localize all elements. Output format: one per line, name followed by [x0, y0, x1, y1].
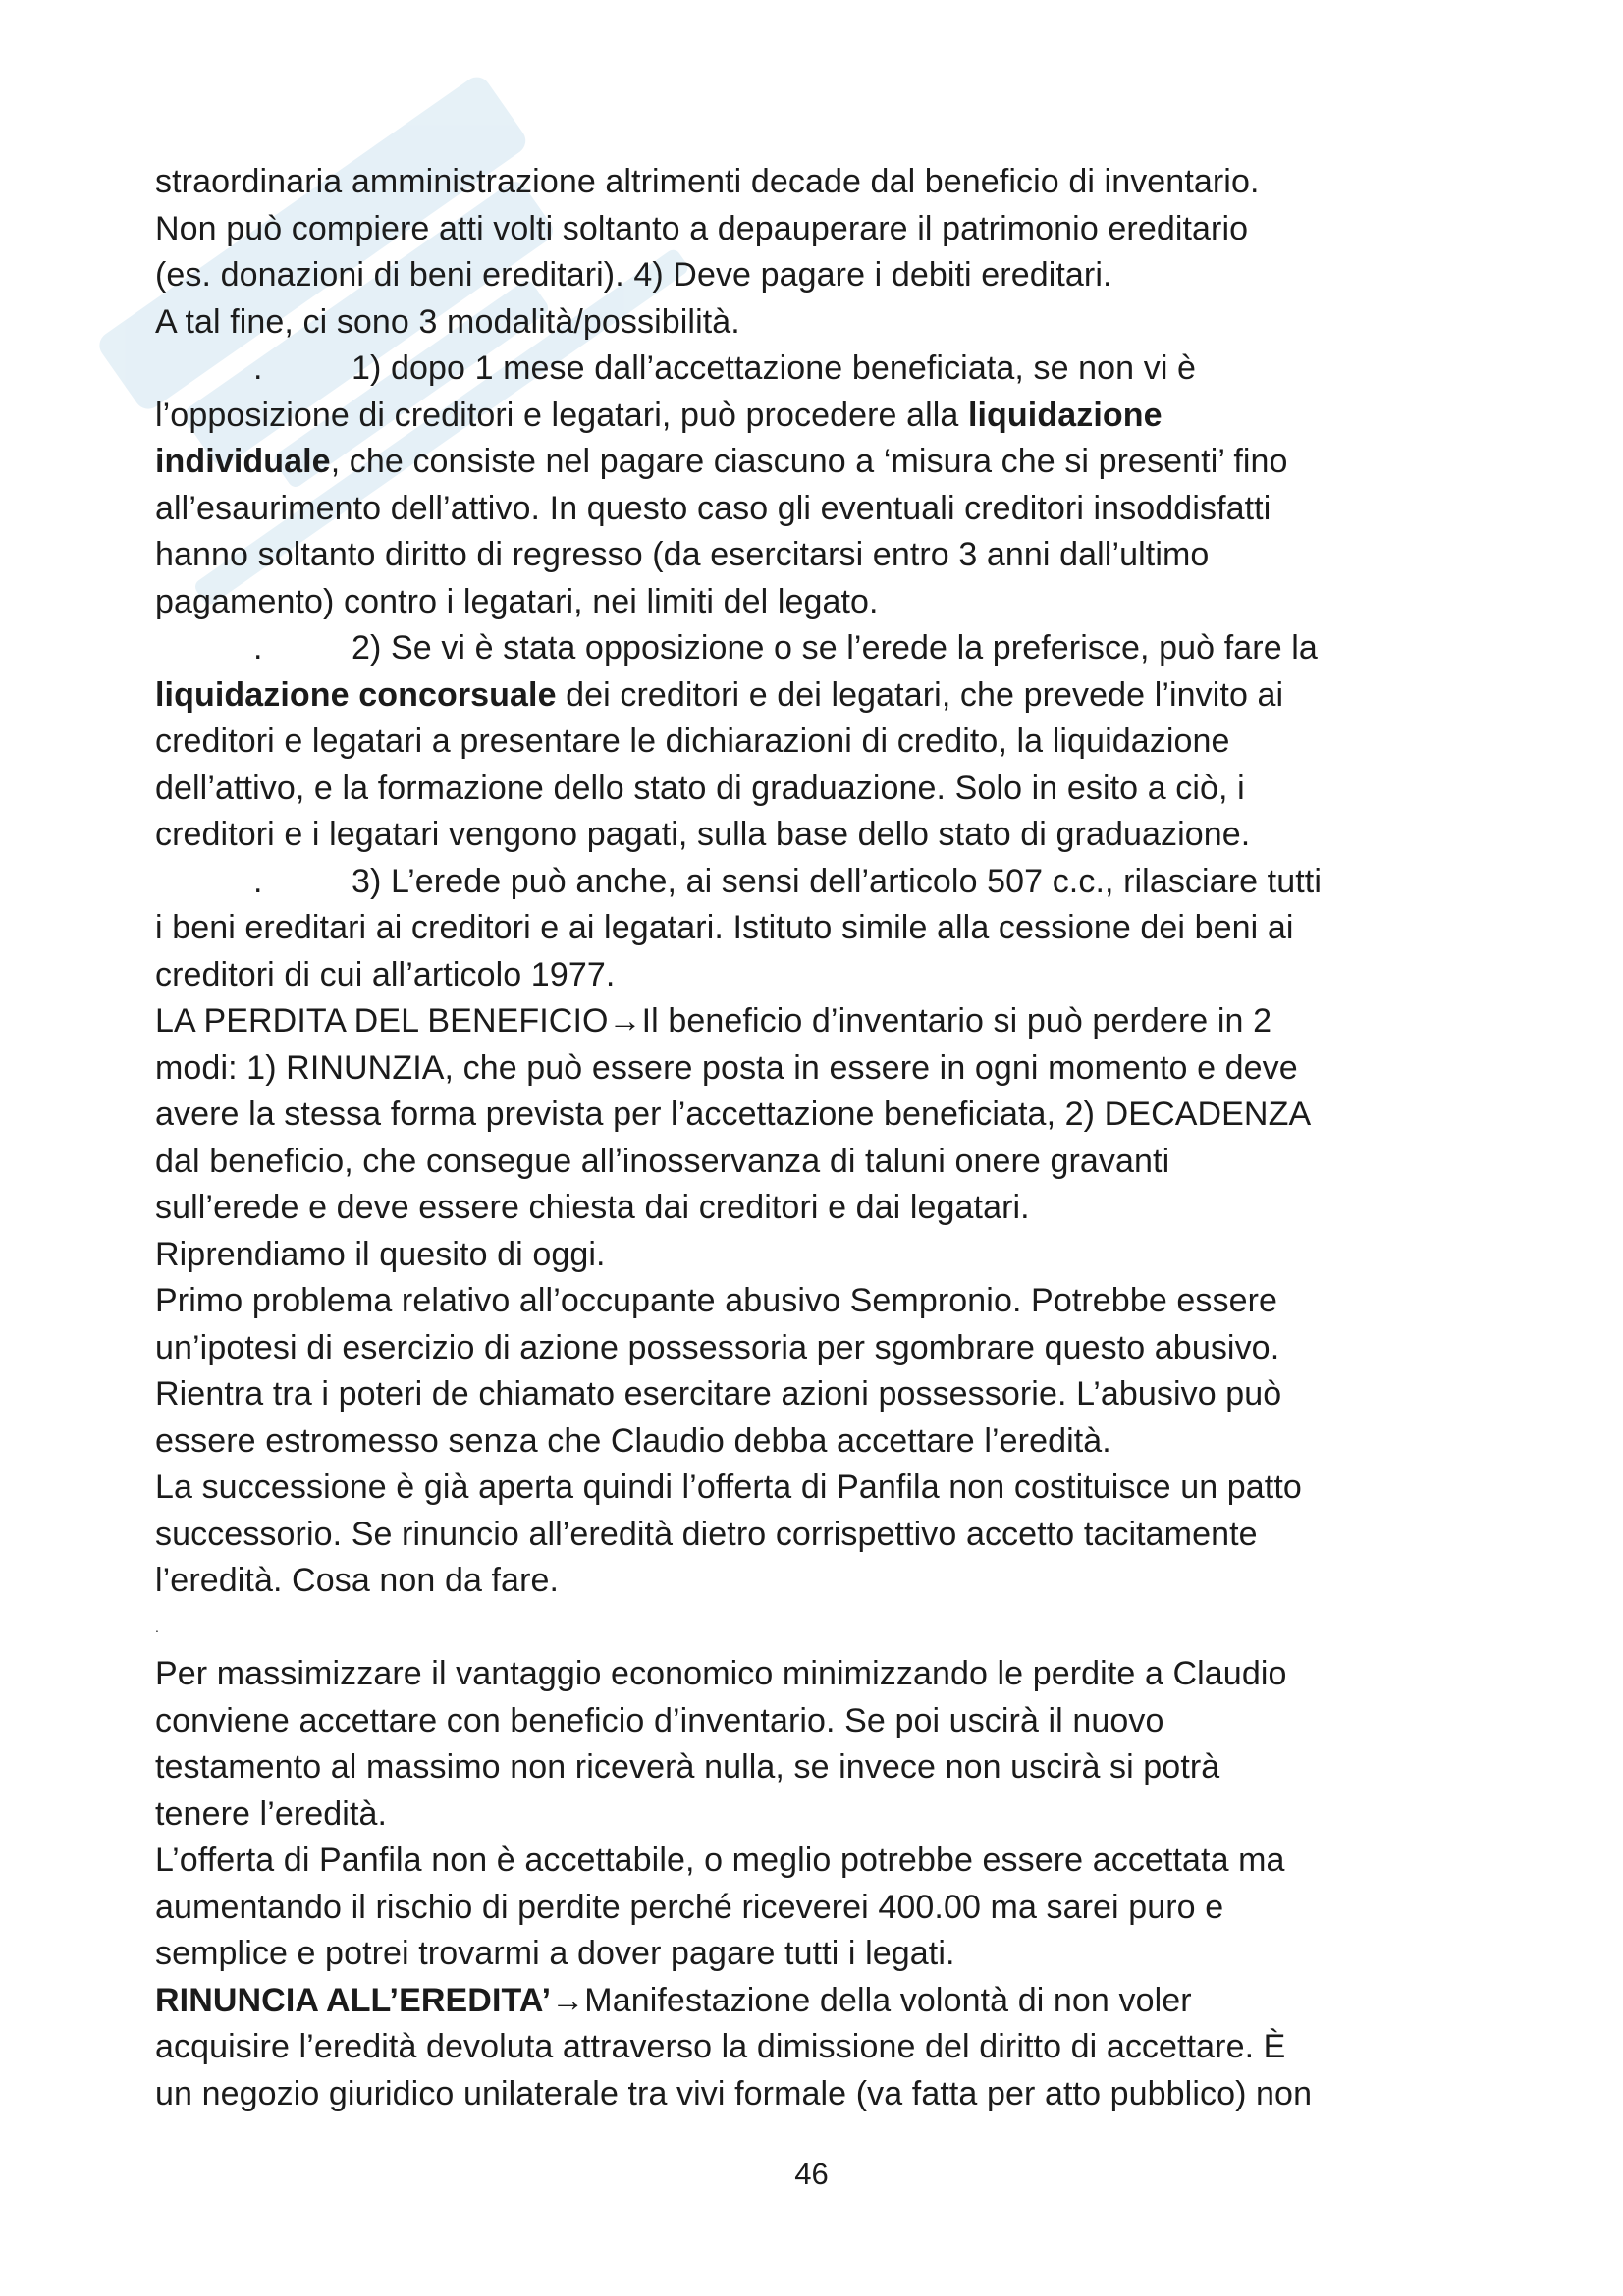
text-line — [155, 672, 1490, 720]
text-line: L’offerta di Panfila non è accettabile, o meglio potrebbe essere accettata ma — [155, 1842, 1285, 1879]
text-line: modi: 1) RINUNZIA, che può essere posta in essere in ogni momento e deve — [155, 1048, 1298, 1087]
text-line: creditori e i legatari vengono pagati, sulla base dello stato di graduazione. — [155, 816, 1251, 853]
list-number: 3) — [352, 862, 382, 900]
text-line: l’eredità. Cosa non da fare. — [155, 1562, 560, 1599]
bold-term: liquidazione — [967, 396, 1163, 434]
text-line: Riprendiamo il quesito di oggi. — [155, 1235, 606, 1273]
text-line — [155, 393, 1490, 440]
bold-term: individuale — [155, 443, 331, 480]
text-line: acquisire l’eredità devoluta attraverso la dimissione del diritto di accettare. È — [155, 2028, 1286, 2065]
text-line: pagamento) contro i legatari, nei limiti del legato. — [155, 582, 879, 620]
text-line — [155, 1978, 1490, 2025]
list-marker: . — [253, 629, 263, 667]
text-line: testamento al massimo non riceverà nulla, se invece non uscirà si potrà — [155, 1748, 1220, 1786]
text-line: avere la stessa forma prevista per l’accettazione beneficiata, 2) DECADENZA — [155, 1095, 1312, 1133]
text-line: Non può compiere atti volti soltanto a depauperare il patrimonio ereditario — [155, 209, 1249, 247]
text-line: straordinaria amministrazione altrimenti decade dal beneficio di inventario. — [155, 163, 1260, 200]
list-marker: . — [253, 349, 263, 387]
text-line: Rientra tra i poteri de chiamato esercitare azioni possessorie. L’abusivo può — [155, 1375, 1282, 1413]
list-item-text: Se vi è stata opposizione o se l’erede la preferisce, può fare la — [381, 629, 1318, 667]
text-line: successorio. Se rinuncio all’eredità dietro corrispettivo accetto tacitamente — [155, 1515, 1258, 1553]
arrow-icon: → — [551, 1981, 585, 2019]
text-line: un’ipotesi di esercizio di azione possessoria per sgombrare questo abusivo. — [155, 1328, 1280, 1366]
text-line: La successione è già aperta quindi l’offerta di Panfila non costituisce un patto — [155, 1468, 1302, 1506]
text-line: sull’erede e deve essere chiesta dai creditori e dai legatari. — [155, 1189, 1030, 1226]
list-number: 1) — [352, 349, 382, 387]
list-marker: . — [253, 862, 263, 900]
text-span: , che consiste nel pagare ciascuno a ‘misura che si presenti’ fino — [330, 443, 1288, 480]
list-item-text: dopo 1 mese dall’accettazione beneficiata, se non vi è — [381, 349, 1197, 387]
text-line: all’esaurimento dell’attivo. In questo caso gli eventuali creditori insoddisfatti — [155, 489, 1271, 527]
text-line: creditori e legatari a presentare le dichiarazioni di credito, la liquidazione — [155, 722, 1230, 760]
text-line: (es. donazioni di beni ereditari). 4) Deve pagare i debiti ereditari. — [155, 256, 1112, 294]
body-text — [155, 159, 1490, 2117]
text-line: Per massimizzare il vantaggio economico minimizzando le perdite a Claudio — [155, 1655, 1287, 1692]
text-line: LA PERDITA DEL BENEFICIO→Il beneficio d’inventario si può perdere in 2 — [155, 1002, 1272, 1040]
text-line: Primo problema relativo all’occupante abusivo Sempronio. Potrebbe essere — [155, 1282, 1278, 1319]
list-number: 2) — [352, 629, 382, 667]
list-item-2 — [155, 625, 1490, 672]
list-item-1 — [155, 346, 1490, 393]
text-line: dal beneficio, che consegue all’inosservanza di taluni onere gravanti — [155, 1142, 1170, 1180]
text-line: tenere l’eredità. — [155, 1794, 388, 1833]
text-span: dei creditori e dei legatari, che prevede l’invito ai — [556, 675, 1284, 714]
bold-term: liquidazione concorsuale — [155, 675, 557, 714]
separator-dot: . — [155, 1619, 159, 1635]
text-line: semplice e potrei trovarmi a dover pagare tutti i legati. — [155, 1935, 955, 1972]
text-line — [155, 439, 1490, 486]
text-line: conviene accettare con beneficio d’inventario. Se poi uscirà il nuovo — [155, 1701, 1164, 1739]
text-line: essere estromesso senza che Claudio debba accettare l’eredità. — [155, 1421, 1111, 1460]
text-span: Manifestazione della volontà di non voler — [584, 1981, 1192, 2019]
list-item-text: L’erede può anche, ai sensi dell’articolo 507 c.c., rilasciare tutti — [381, 862, 1322, 900]
text-span: l’opposizione di creditori e legatari, può procedere alla — [155, 396, 968, 434]
text-line: i beni ereditari ai creditori e ai legatari. Istituto simile alla cessione dei beni ai — [155, 909, 1294, 946]
page-number: 46 — [794, 2157, 829, 2191]
text-line: creditori di cui all’articolo 1977. — [155, 955, 616, 993]
text-line: hanno soltanto diritto di regresso (da esercitarsi entro 3 anni dall’ultimo — [155, 536, 1210, 573]
list-item-3 — [155, 859, 1490, 906]
text-line: aumentando il rischio di perdite perché riceverei 400.00 ma sarei puro e — [155, 1888, 1224, 1926]
text-line: dell’attivo, e la formazione dello stato di graduazione. Solo in esito a ciò, i — [155, 769, 1245, 807]
text-line: A tal fine, ci sono 3 modalità/possibilità. — [155, 302, 740, 341]
text-line: un negozio giuridico unilaterale tra vivi formale (va fatta per atto pubblico) non — [155, 2074, 1313, 2112]
bold-heading: RINUNCIA ALL’EREDITA’ — [155, 1981, 552, 2019]
